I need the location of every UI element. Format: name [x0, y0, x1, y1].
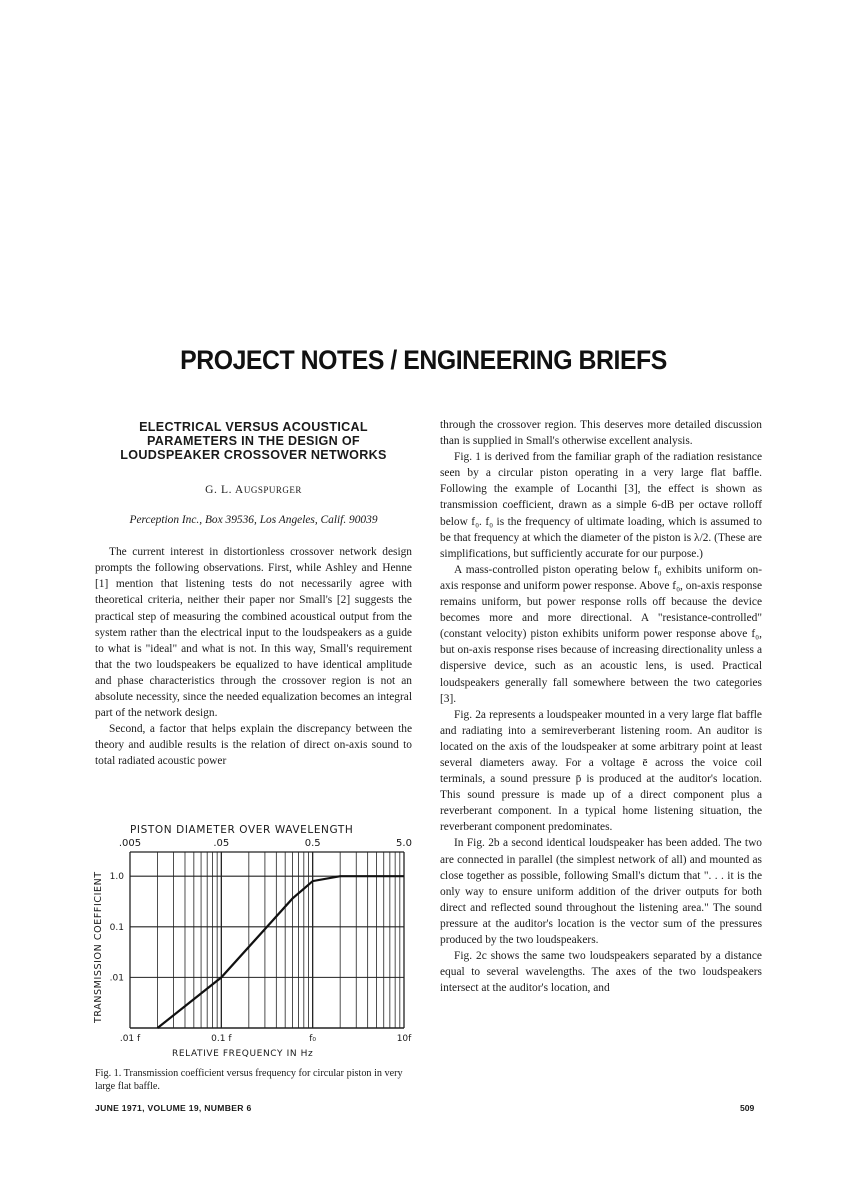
section-header: PROJECT NOTES / ENGINEERING BRIEFS	[180, 345, 667, 375]
x-tick-label: f₀	[309, 1034, 317, 1044]
affiliation: Perception Inc., Box 39536, Los Angeles, Calif. 90039	[129, 514, 378, 527]
author-surname: UGSPURGER	[243, 485, 302, 495]
article-title-line: PARAMETERS IN THE DESIGN OF	[147, 434, 360, 448]
top-tick-label: 0.5	[304, 838, 321, 849]
top-tick-label: .05	[213, 838, 230, 849]
article-title-line: LOUDSPEAKER CROSSOVER NETWORKS	[120, 448, 387, 462]
top-tick-label: .005	[118, 838, 142, 849]
author-initials: G. L. A	[205, 484, 244, 496]
paragraph: The current interest in distortionless crossover network design prompts the following observations. First, while Ashley and Henne [1] mention that listening tests do not necessarily agree with theoretical criteria, neither their paper nor Small's [2] suggests the practical step of measuring the combined acoustical output from the system rather than the electrical input to the loudspeakers as a guide to what is "ideal" and what is not. In this way, Small's requirement that the two loudspeakers be equalized to have identical amplitude and phase characteristics through the crossover region is not an absolute necessity, since the needed equalization becomes an integral part of the network design.	[95, 546, 412, 720]
paragraph: through the crossover region. This deserves more detailed discussion than is supplied in Small's otherwise excellent analysis.	[440, 419, 762, 448]
chart-grid	[130, 852, 404, 1028]
x-axis-label: RELATIVE FREQUENCY IN Hz	[172, 1049, 314, 1059]
y-axis-label: TRANSMISSION COEFFICIENT	[93, 871, 104, 1023]
x-tick-label: 0.1 f	[211, 1034, 232, 1044]
y-tick-label: .01	[109, 973, 124, 984]
page-number: 509	[740, 1103, 755, 1113]
y-tick-label: 1.0	[109, 872, 124, 883]
top-tick-label: 5.0	[396, 838, 412, 849]
right-column	[440, 417, 762, 996]
paragraph: Fig. 2c shows the same two loudspeakers separated by a distance equal to several wavelengths. The axes of the two loudspeakers intersect at the auditor's location, and	[440, 950, 762, 995]
top-axis-label: PISTON DIAMETER OVER WAVELENGTH	[130, 824, 354, 836]
x-tick-label: .01 f	[119, 1034, 141, 1044]
x-tick-label: 10f	[396, 1034, 412, 1044]
journal-issue: JUNE 1971, VOLUME 19, NUMBER 6	[95, 1103, 252, 1113]
article-title-line: ELECTRICAL VERSUS ACOUSTICAL	[139, 420, 368, 434]
paragraph: Second, a factor that helps explain the discrepancy between the theory and audible results is the relation of direct on-axis sound to total radiated acoustic power	[95, 723, 412, 768]
paragraph: Fig. 1 is derived from the familiar graph of the radiation resistance seen by a circular piston operating in a very large flat baffle. Following the example of Locanthi [3], the effect is shown as transmission coefficient, drawn as a simple 6-dB per octave rolloff below f₀. f₀ is the frequency of ultimate loading, which is assumed to be that frequency at which the diameter of the piston is λ/2. (These are simplifications, but sufficiently accurate for our purpose.)	[440, 451, 762, 560]
y-tick-label: 0.1	[109, 922, 124, 933]
author	[95, 482, 412, 498]
left-column	[95, 418, 412, 770]
paragraph: In Fig. 2b a second identical loudspeaker has been added. The two are connected in parallel (the simplest network of all) and mounted as close together as possible, following Small's dictum that ". . . it is the only way to ensure uniform addition of the driver outputs for both direct and reflected sound throughout the listening area." The sound pressure at the auditor's location is the vector sum of the pressures produced by the two loudspeakers.	[440, 837, 762, 946]
series-line	[158, 876, 405, 1028]
transmission-chart	[88, 818, 418, 1063]
figure-caption: Fig. 1. Transmission coefficient versus frequency for circular piston in very large flat baffle.	[95, 1068, 403, 1092]
paragraph: Fig. 2a represents a loudspeaker mounted in a very large flat baffle and radiating into a semireverberant listening room. An auditor is located on the axis of the loudspeaker at some arbitrary point at least several diameters away. For a voltage ē across the voice coil terminals, a sound pressure p̄ is produced at the auditor's location. This sound pressure is made up of a direct component plus a reverberant component. In a typical home listening situation, the reverberant component predominates.	[440, 708, 762, 834]
article-title	[95, 420, 412, 462]
paragraph: A mass-controlled piston operating below f₀ exhibits uniform on-axis response and uniform power response. Above f₀, on-axis response remains uniform, but power response rolls off because the device becomes more and more directional. A "resistance-controlled" (constant velocity) piston exhibits uniform power response above f₀, but on-axis response rises because of increasing directionality unless a dispersive device, such as an acoustic lens, is used. Practical loudspeakers generally fall somewhere between the two categories [3].	[440, 563, 762, 705]
tick-labels	[110, 838, 412, 1044]
figure-1	[88, 818, 418, 1063]
